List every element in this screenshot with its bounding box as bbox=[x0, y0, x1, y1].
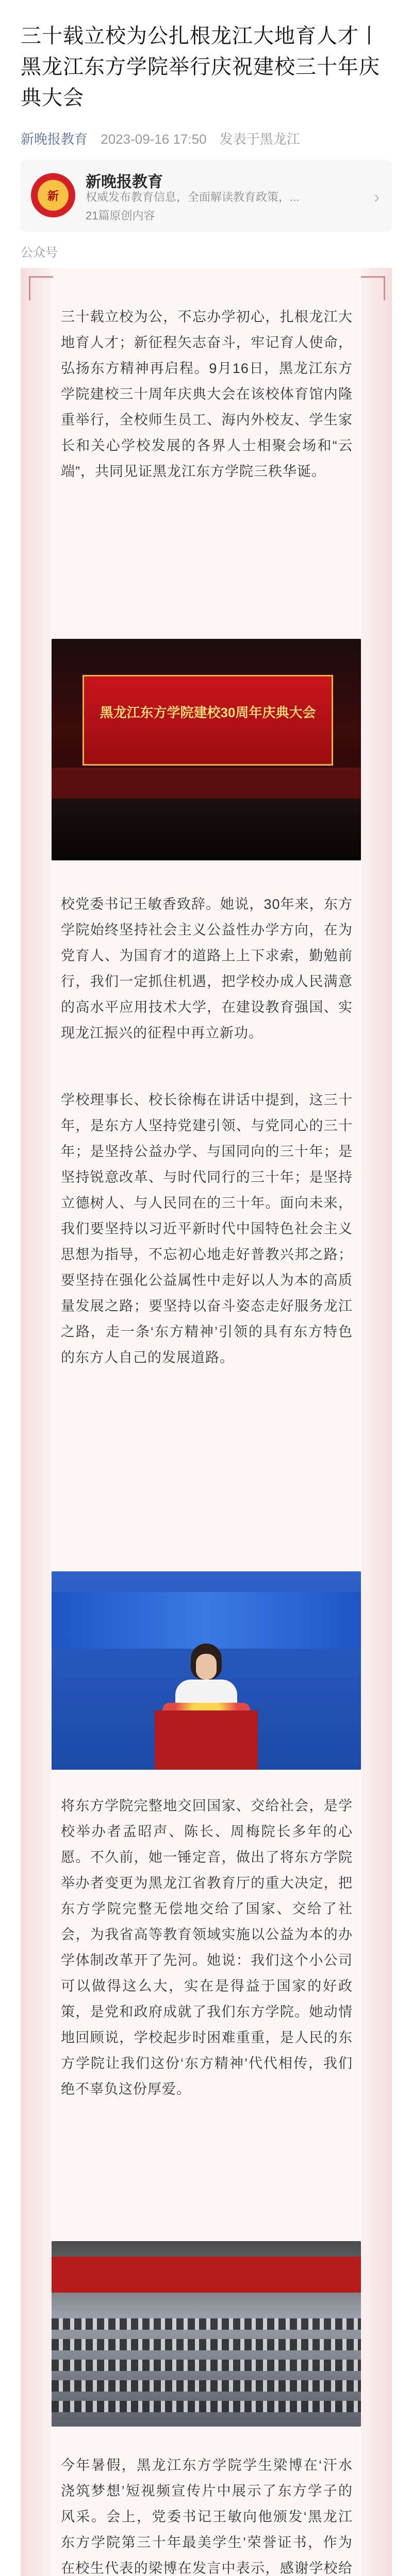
audience-floor bbox=[52, 799, 361, 860]
article-title: 三十载立校为公扎根龙江大地育人才丨黑龙江东方学院举行庆祝建校三十年庆典大会 bbox=[21, 25, 380, 109]
account-type-label: 公众号 bbox=[21, 246, 58, 260]
photo-audience[interactable] bbox=[52, 2241, 361, 2427]
audience-row bbox=[52, 2339, 361, 2350]
audience-row bbox=[52, 2318, 361, 2330]
account-stats: 21篇原创内容 bbox=[86, 209, 155, 222]
publish-date: 2023-09-16 17:50 bbox=[101, 131, 207, 147]
paragraph-3: 学校理事长、校长徐梅在讲话中提到，这三十年，是东方人坚持党建引领、与党同心的三十年；是坚持公益办学、与国同向的三十年；是坚持锐意改革、与时代同行的三十年；是坚持立德树人、与人民同在的三十年。面向未来，我们要坚持以习近平新时代中国特色社会主义思想为指导，不忘初心地走好普教兴邦之路；要坚持在强化公益属性中走好以人为本的高质量发展之路；要坚持以奋斗姿态走好服务龙江之路，走一条‘东方精神’引领的具有东方特色的东方人自己的发展道路。 bbox=[61, 1092, 353, 1365]
stage-screen bbox=[83, 675, 333, 766]
paragraph-1: 三十载立校为公，不忘办学初心，扎根龙江大地育人才；新征程矢志奋斗，牢记育人使命，弘扬东方精神再启程。9月16日，黑龙江东方学院建校三十周年庆典大会在该校体育馆内隆重举行，全校师生员工、海内外校友、学生家长和关心学校发展的各界人士相聚会场和“云端”，共同见证黑龙江东方学院三秩华诞。 bbox=[61, 309, 353, 479]
podium bbox=[155, 1710, 258, 1770]
publish-location: 发表于黑龙江 bbox=[219, 131, 300, 147]
photo-banner bbox=[52, 2257, 361, 2293]
stage-screen-text: 黑龙江东方学院建校30周年庆典大会 bbox=[100, 705, 316, 720]
article-body-frame bbox=[52, 268, 361, 2576]
stage bbox=[52, 768, 361, 799]
frame-border-right bbox=[361, 268, 392, 2576]
photo-speaker[interactable] bbox=[52, 1571, 361, 1770]
paragraph-4: 将东方学院完整地交回国家、交给社会，是学校举办者孟昭声、陈长、周梅院长多年的心愿。不久前，她一锤定音，做出了将东方学院举办者变更为黑龙江省教育厅的重大决定，把东方学院完整无偿地交给了国家、交给了社会，为我省高等教育领域实施以公益为本的办学体制改革开了先河。她说：我们这个小公司可以做得这么大，实在是得益于国家的好政策，是党和政府成就了我们东方学院。她动情地回顾说，学校起步时困难重重，是人民的东方学院让我们这份‘东方精神’代代相传，我们绝不辜负这份厚爱。 bbox=[61, 1798, 353, 2097]
account-logo-icon: 新 bbox=[31, 173, 75, 217]
paragraph-2: 校党委书记王敏香致辞。她说，30年来，东方学院始终坚持社会主义公益性办学方向，在为党育人、为国育才的道路上上下求索，勤勉前行，我们一定抓住机遇，把学校办成人民满意的高水平应用技术大学，在建设教育强国、实现龙江振兴的征程中再立新功。 bbox=[61, 896, 353, 1041]
frame-corner bbox=[29, 276, 53, 300]
frame-border-left bbox=[21, 268, 52, 2576]
audience-row bbox=[52, 2380, 361, 2392]
photo-stage[interactable] bbox=[52, 639, 361, 860]
account-card[interactable] bbox=[21, 160, 392, 232]
account-name: 新晚报教育 bbox=[86, 174, 163, 191]
photo-banner bbox=[52, 1592, 361, 1649]
audience-row bbox=[52, 2401, 361, 2412]
paragraph-5: 今年暑假，黑龙江东方学院学生梁博在‘汗水浇筑梦想’短视频宣传片中展示了东方学子的风采。会上，党委书记王敏向他颁发‘黑龙江东方学院第三十年最美学生’荣誉证书，作为在校生代表的梁博在发言中表示，感谢学校给 bbox=[61, 2458, 353, 2576]
chevron-right-icon: › bbox=[374, 188, 380, 206]
account-link[interactable]: 新晚报教育 bbox=[21, 131, 88, 147]
article-meta bbox=[21, 129, 392, 148]
frame-corner bbox=[361, 276, 385, 300]
account-desc: 权威发布教育信息，全面解读教育政策，... bbox=[86, 191, 300, 204]
speaker-face bbox=[196, 1654, 217, 1680]
audience-row bbox=[52, 2360, 361, 2371]
